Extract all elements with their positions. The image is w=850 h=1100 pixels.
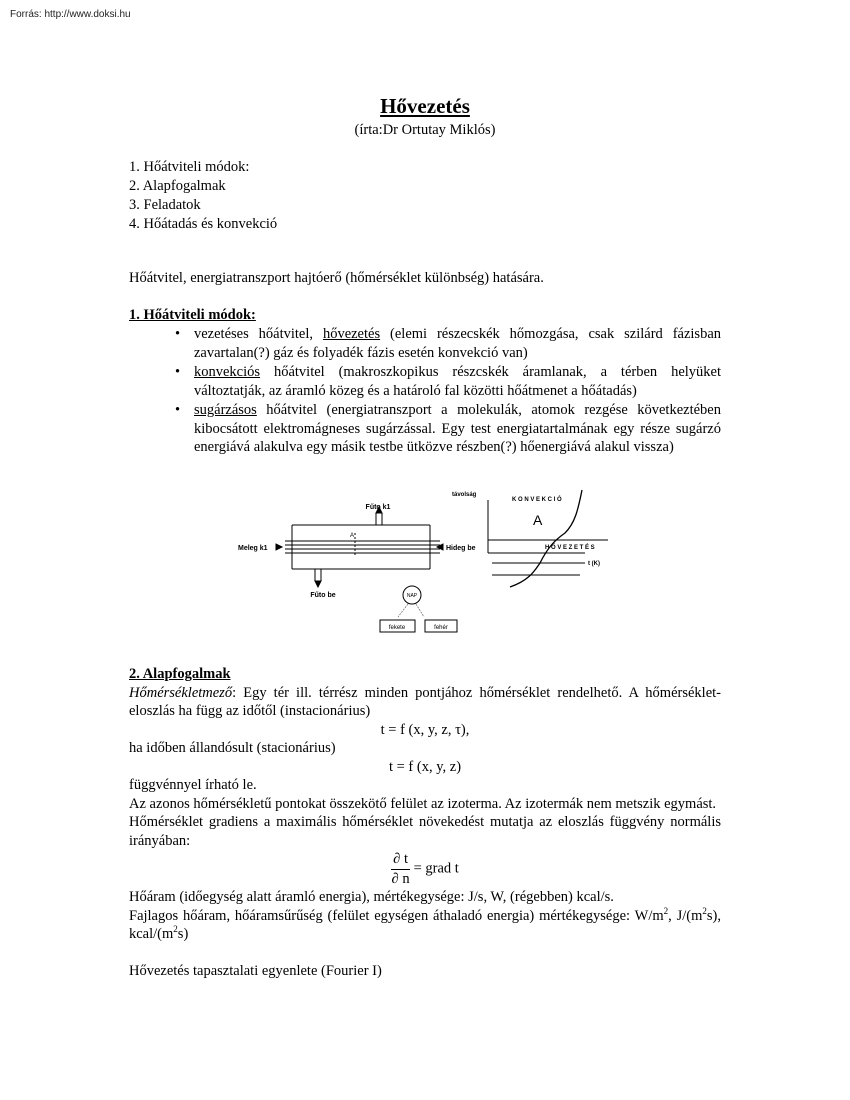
list-item xyxy=(175,363,721,400)
gradient-rhs: = grad t xyxy=(413,860,459,877)
meleg-label: Meleg k1 xyxy=(238,545,268,552)
bullet-term: hővezetés xyxy=(322,326,381,342)
distance-axis-label: távolság xyxy=(452,492,477,498)
isotherm-paragraph: Az azonos hőmérsékletű pontokat összekötő felület az izoterma. Az izotermák nem metszik egymást. xyxy=(129,795,717,812)
heat-flux-text-b: , J/(m xyxy=(668,907,703,924)
white-surface-label: fehér xyxy=(434,625,448,631)
source-label[interactable]: Forrás: http://www.doksi.hu xyxy=(10,9,131,20)
bullet-prefix: vezetéses hőátvitel, xyxy=(194,326,323,342)
transfer-modes-list xyxy=(175,325,721,458)
superscript: 2 xyxy=(173,924,178,934)
gradient-denominator: ∂ n xyxy=(391,870,410,887)
list-item xyxy=(175,401,721,457)
small-arrow-label: A xyxy=(350,533,355,539)
bullet-term: sugárzásos xyxy=(194,402,257,418)
small-arrow-glyph: A xyxy=(533,512,543,528)
gradient-equation xyxy=(129,850,721,888)
gradient-fraction xyxy=(391,850,410,888)
conduction-label: H Ő V E Z E T É S xyxy=(545,545,595,551)
function-paragraph: függvénnyel írható le. xyxy=(129,777,257,793)
futo-top-label: Fűto k1 xyxy=(365,504,391,511)
superscript: 2 xyxy=(663,905,669,916)
bullet-text: (elemi részecskék hőmozgása, csak szilárd fázisban zavartalan(?) gáz és folyadék fázis esetén konvekció van) xyxy=(194,326,721,361)
list-item xyxy=(175,325,721,362)
fourier-paragraph: Hővezetés tapasztalati egyenlete (Fourier I) xyxy=(129,962,382,979)
hideg-label: Hideg be xyxy=(446,545,476,552)
heat-flow-paragraph: Hőáram (időegység alatt áramló energia), mértékegysége: J/s, W, (régebben) kcal/s. xyxy=(129,889,614,905)
heat-transfer-diagram xyxy=(230,485,630,640)
section1-heading: 1. Hőátviteli módok: xyxy=(129,307,256,323)
temperature-field-paragraph xyxy=(129,684,721,721)
heat-flux-text-a: Fajlagos hőáram, hőáramsűrűség (felület egységen áthaladó energia) mértékegysége: W/m xyxy=(129,907,664,924)
heat-flux-text-d: s) xyxy=(177,926,189,942)
intro-paragraph: Hőátvitel, energiatranszport hajtóerő (hőmérséklet különbség) hatására. xyxy=(129,270,544,286)
sun-label: NAP xyxy=(406,593,418,599)
toc-item: 2. Alapfogalmak xyxy=(129,178,226,194)
heat-flux-text-c: s), kcal/(m xyxy=(129,907,721,942)
equation-instationary: t = f (x, y, z, τ), xyxy=(380,721,470,738)
heat-flux-paragraph xyxy=(129,907,721,944)
section2-block xyxy=(129,665,721,980)
page-title: Hővezetés xyxy=(380,94,470,118)
temperature-axis-label: t (K) xyxy=(588,561,600,567)
black-surface-label: fekete xyxy=(388,625,406,631)
bullet-icon: • xyxy=(175,364,181,380)
table-of-contents xyxy=(129,158,277,234)
convection-label: K O N V E K C I Ó xyxy=(512,497,562,503)
bullet-icon: • xyxy=(175,402,181,418)
gradient-paragraph: Hőmérséklet gradiens a maximális hőmérséklet növekedést mutatja az eloszlás függvény normális irányában: xyxy=(129,814,721,849)
temperature-profile-graph xyxy=(488,490,608,587)
bullet-term: konvekciós xyxy=(194,364,261,380)
temperature-field-text: : Egy tér ill. térrész minden pontjához hőmérséklet rendelhető. A hőmérséklet-eloszlás ha függ az időtől (instacionárius) xyxy=(129,684,721,719)
temperature-field-term: Hőmérsékletmező xyxy=(129,684,233,701)
bullet-text: hőátvitel (energiatranszport a molekulák, atomok rezgése következtében kibocsátott elektromágneses sugárzással. Egy test energiatartalmának egy része sugárzó energiává alakulva egy másik testbe ütközve részben(?) hőenergiává alakul vissza) xyxy=(194,402,721,455)
bullet-text: hőátvitel (makroszkopikus részcskék áramlanak, a térben helyüket változtatják, az áramló közeg és a határoló fal közötti hőátmenet a hőátadás) xyxy=(194,364,721,399)
section2-heading: 2. Alapfogalmak xyxy=(129,666,231,682)
heat-exchanger-figure xyxy=(276,507,443,587)
stationary-paragraph: ha időben állandósult (stacionárius) xyxy=(129,740,336,756)
equation-stationary: t = f (x, y, z) xyxy=(388,758,462,775)
futo-bottom-label: Fűto be xyxy=(310,592,336,599)
toc-item: 3. Feladatok xyxy=(129,197,201,213)
author-line: (írta:Dr Ortutay Miklós) xyxy=(354,122,496,138)
superscript: 2 xyxy=(702,905,707,916)
toc-item: 1. Hőátviteli módok: xyxy=(129,159,250,175)
bullet-icon: • xyxy=(175,326,181,342)
toc-item: 4. Hőátadás és konvekció xyxy=(129,216,278,232)
gradient-numerator: ∂ t xyxy=(391,850,410,870)
